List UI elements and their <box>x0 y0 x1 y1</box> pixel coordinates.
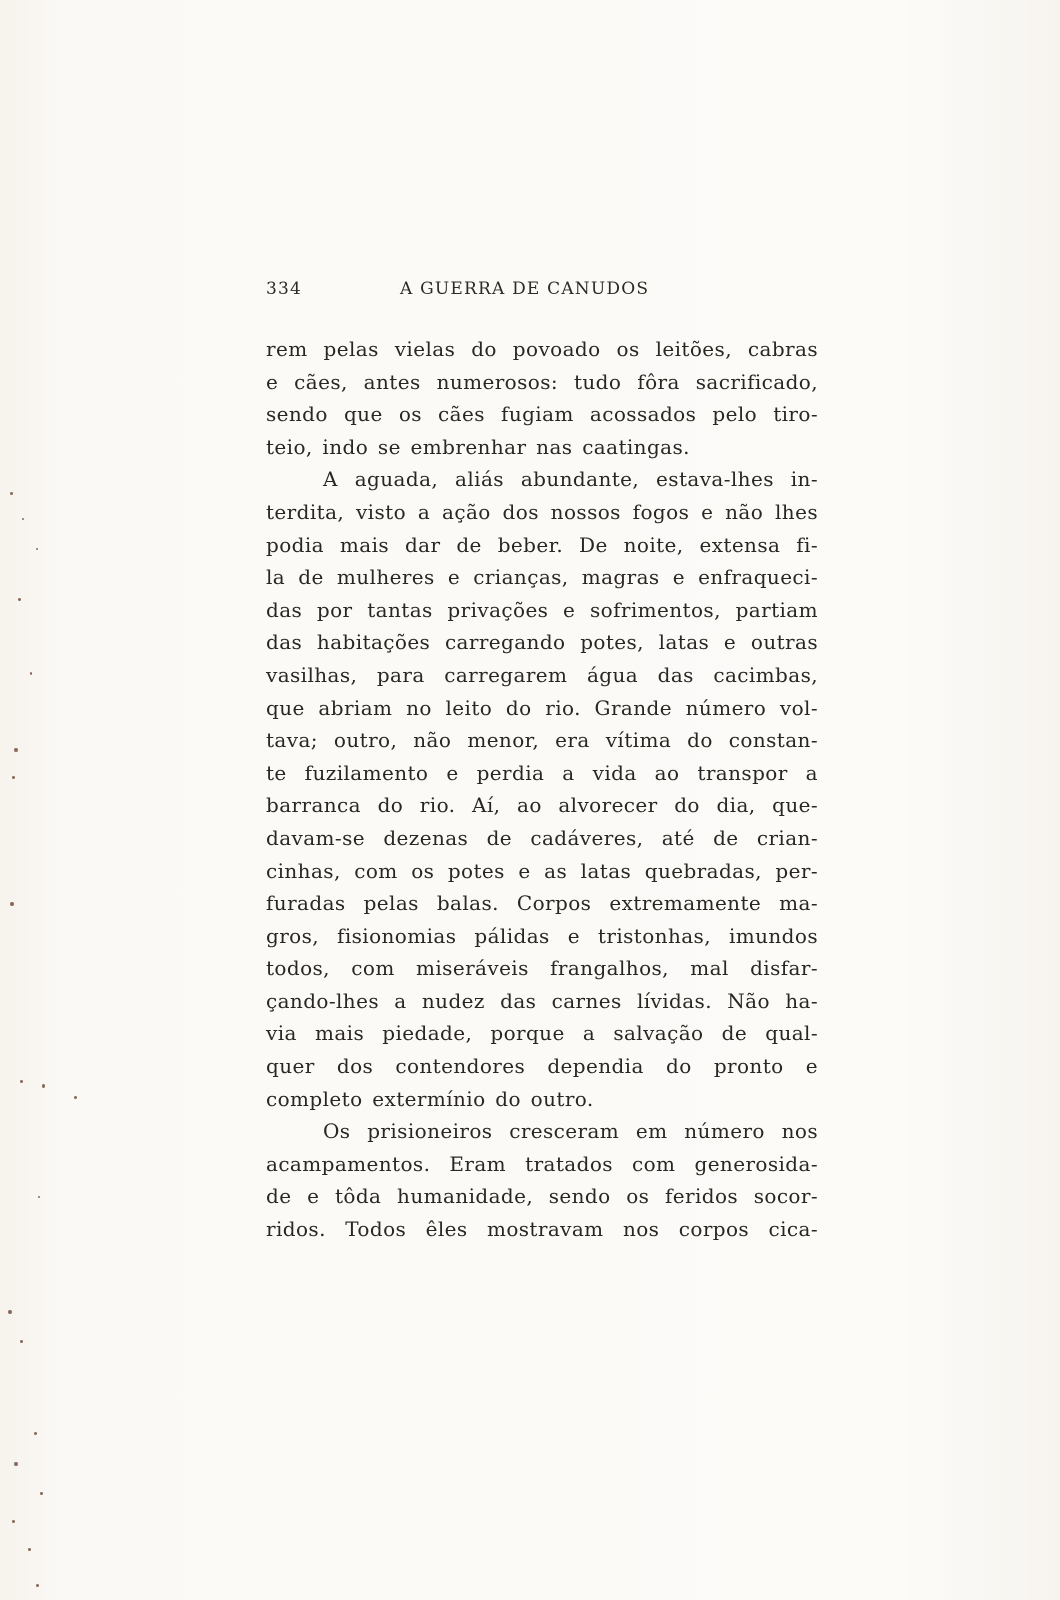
text-line: das habitações carregando potes, latas e outras <box>266 630 818 655</box>
text-line: que abriam no leito do rio. Grande número vol- <box>266 695 818 720</box>
text-line: via mais piedade, porque a salvação de qual- <box>266 1021 818 1046</box>
text-line: e cães, antes numerosos: tudo fôra sacrificado, <box>266 369 818 394</box>
text-line: todos, com miseráveis frangalhos, mal disfar- <box>266 956 818 981</box>
text-line: quer dos contendores dependia do pronto e <box>266 1054 818 1079</box>
text-line: teio, indo se embrenhar nas caatingas. <box>266 434 690 459</box>
text-line: ridos. Todos êles mostravam nos corpos cica- <box>266 1217 818 1242</box>
text-line: terdita, visto a ação dos nossos fogos e não lhes <box>266 499 818 524</box>
body-text <box>266 333 818 1246</box>
text-line: tava; outro, não menor, era vítima do constan- <box>266 728 818 753</box>
text-line: sendo que os cães fugiam acossados pelo tiro- <box>266 402 818 427</box>
text-line: de e tôda humanidade, sendo os feridos socor- <box>266 1184 818 1209</box>
text-line: davam-se dezenas de cadáveres, até de crian- <box>266 825 818 850</box>
text-line: barranca do rio. Aí, ao alvorecer do dia, que- <box>266 793 818 818</box>
text-line: vasilhas, para carregarem água das cacimbas, <box>266 662 818 687</box>
text-line: çando-lhes a nudez das carnes lívidas. Não ha- <box>266 988 818 1013</box>
text-line: cinhas, com os potes e as latas quebradas, per- <box>266 858 818 883</box>
text-line: Os prisioneiros cresceram em número nos <box>323 1119 818 1144</box>
running-title: A GUERRA DE CANUDOS <box>400 279 650 299</box>
text-line: rem pelas vielas do povoado os leitões, cabras <box>266 337 818 361</box>
page-header <box>266 279 818 303</box>
text-line: la de mulheres e crianças, magras e enfraqueci- <box>266 565 818 590</box>
page-number: 334 <box>266 279 303 299</box>
text-line: das por tantas privações e sofrimentos, partiam <box>266 597 818 622</box>
text-line: gros, fisionomias pálidas e tristonhas, imundos <box>266 923 818 948</box>
text-line: furadas pelas balas. Corpos extremamente ma- <box>266 891 818 916</box>
text-line: acampamentos. Eram tratados com generosida- <box>266 1151 818 1176</box>
text-line: podia mais dar de beber. De noite, extensa fi- <box>266 532 818 557</box>
text-line: A aguada, aliás abundante, estava-lhes in- <box>323 467 818 492</box>
text-line: completo extermínio do outro. <box>266 1086 594 1111</box>
text-line: te fuzilamento e perdia a vida ao transpor a <box>266 760 818 785</box>
